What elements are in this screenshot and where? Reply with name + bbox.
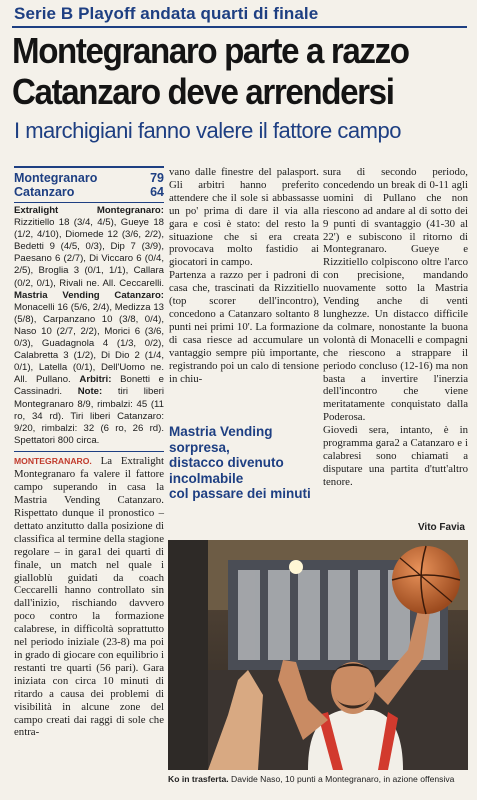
tabellino-home-team: Extralight Montegranaro: [14, 205, 164, 216]
score-box [14, 166, 164, 203]
column-separator [14, 451, 164, 453]
tabellino-refs: Bonetti e Cassinadri. [14, 374, 164, 398]
away-team-name: Catanzaro [14, 185, 75, 199]
pull-quote-line-5: col passare dei minuti [169, 486, 311, 501]
away-team-score: 64 [150, 185, 164, 199]
article-col2-paragraph-1: vano dalle finestre del palasport. Gli arbitri hanno preferito attendere che il sole si abbassasse un po' prima di dare il via alla gara e così è stato: del resto la situazione che si era creata provocava molto fastidio ai giocatori in campo. [169, 166, 319, 269]
tabellino-notes-label: Note: [77, 386, 118, 398]
basketball-photo [168, 540, 468, 770]
article-dateline: MONTEGRANARO. [14, 456, 92, 467]
column-2 [169, 166, 319, 385]
column-1 [14, 166, 164, 739]
section-kicker: Serie B Playoff andata quarti di finale [14, 4, 319, 23]
photo-caption-text: Davide Naso, 10 punti a Montegranaro, in azione offensiva [228, 774, 455, 784]
photo-caption-bold: Ko in trasferta. [168, 774, 229, 784]
pull-quote-line-2: sorpresa, [169, 439, 230, 455]
tabellino-away-team: Mastria Vending Catanzaro: [14, 289, 164, 301]
photo-caption [168, 774, 468, 784]
tabellino-refs-label: Arbitri: [79, 374, 121, 386]
article-col1-text: La Extralight Montegranaro fa valere il fattore campo superando in casa la Mastria Vending Catanzaro. Rispettato dunque il pronostico – dettato anzitutto dalla posizione di classifica al termine della stagione regolare – in gara1 dei quarti di finale, un match nel quale i gialloblù guidati da coach Ceccarelli hanno controllato sin dall'inizio, rischiando davvero poco contro la formazione calabrese, in difficoltà soprattutto nel periodo iniziale (23-8) ma poi in grado di giocare con equilibrio i restanti tre quarti (56 pari). Gara iniziata con circa 10 minuti di ritardo a causa dei problemi di visibilità in alcune zone del campo creati dai raggi di sole che entra- [14, 455, 165, 739]
home-team-score: 79 [150, 171, 164, 185]
home-team-name: Montegranaro [14, 171, 98, 185]
article-col3-paragraph-2: Giovedì sera, intanto, è in programma gara2 a Catanzaro e i calabresi sono chiamati a disputare una partita d'tutt'altro tenore. [323, 424, 468, 488]
tabellino [14, 205, 164, 447]
article-col2-paragraph-2: Partenza a razzo per i padroni di casa che, trascinati da Rizzitiello (top scorer dell'incontro), concedono a Catanzaro soltanto 8 punti nei primi 10'. La formazione di casa riesce ad accumulare un vantaggio sempre più importante, registrando poi un calo di tensione in chiu- [169, 269, 319, 385]
score-row-home [14, 171, 164, 185]
article-lead-paragraph [14, 455, 164, 739]
pull-quote-line-4: incolmabile [169, 470, 244, 486]
tabellino-away-players: Monacelli 16 (5/6, 2/4), Medizza 13 (5/8), Carpanzano 10 (3/8, 0/4), Naso 10 (2/7, 2/2), Morici 6 (3/6, 0/3), Guadagnola 4 (1/3, 0/2), Calabretta 3 (1/2), Di Dio 2 (1/4, 0/1), Latella (0/1), Dell'Uomo ne. All. Pullano. [14, 301, 164, 386]
headline-line-1: Montegranaro parte a razzo [12, 30, 409, 71]
photo-illustration [168, 540, 468, 770]
author-byline: Vito Favia [417, 522, 465, 533]
headline [12, 30, 435, 112]
tabellino-home-players: Rizzitiello 18 (3/4, 4/5), Gueye 18 (1/2, 4/10), Diomede 12 (3/6, 2/2), Bedetti 9 (4/5, 0/3), Dip 7 (3/9), Paesano 6 (2/7), Di Viccaro 6 (0/4, 2/5), Broglia 3 (0/1, 1/1), Callara (0/2, 0/1), Rivali ne. All. Ceccarelli. [14, 217, 164, 289]
pull-quote-line-3: distacco divenuto [169, 455, 284, 470]
score-rule [14, 202, 164, 203]
headline-line-2: Catanzaro deve arrendersi [12, 71, 394, 112]
subheadline: I marchigiani fanno valere il fattore campo [14, 118, 401, 143]
pull-quote [169, 424, 339, 502]
kicker-rule [12, 26, 467, 28]
pull-quote-line-1: Mastria Vending [169, 424, 273, 439]
column-3 [323, 166, 468, 489]
score-row-away [14, 185, 164, 199]
tabellino-notes: tiri liberi Montegranaro 8/9, rimbalzi: 45 (11 ro, 34 rd). Tiri liberi Catanzaro: 9/20, rimbalzi: 32 (6 ro, 26 rd). Spettatori 800 circa. [14, 386, 164, 446]
article-col3-paragraph-1: sura di secondo periodo, concedendo un break di 0-11 agli uomini di Pullano che non riescono ad andare al di sotto dei 9 punti di svantaggio (41-30 al 22') e subiscono il ritorno di Montegranaro. Gueye e Rizzitiello colpiscono oltre l'arco con precisione, mandando nuovamente sotto la Mastria Vending anche di venti lunghezze. Un distacco difficile da colmare, nonostante la buona volontà di Monacelli e compagni che riescono a strappare il periodo concluso (12-16) ma non basta a invertire l'inerzia dell'incontro che viene meritatamente conquistato dalla Poderosa. [323, 166, 468, 424]
